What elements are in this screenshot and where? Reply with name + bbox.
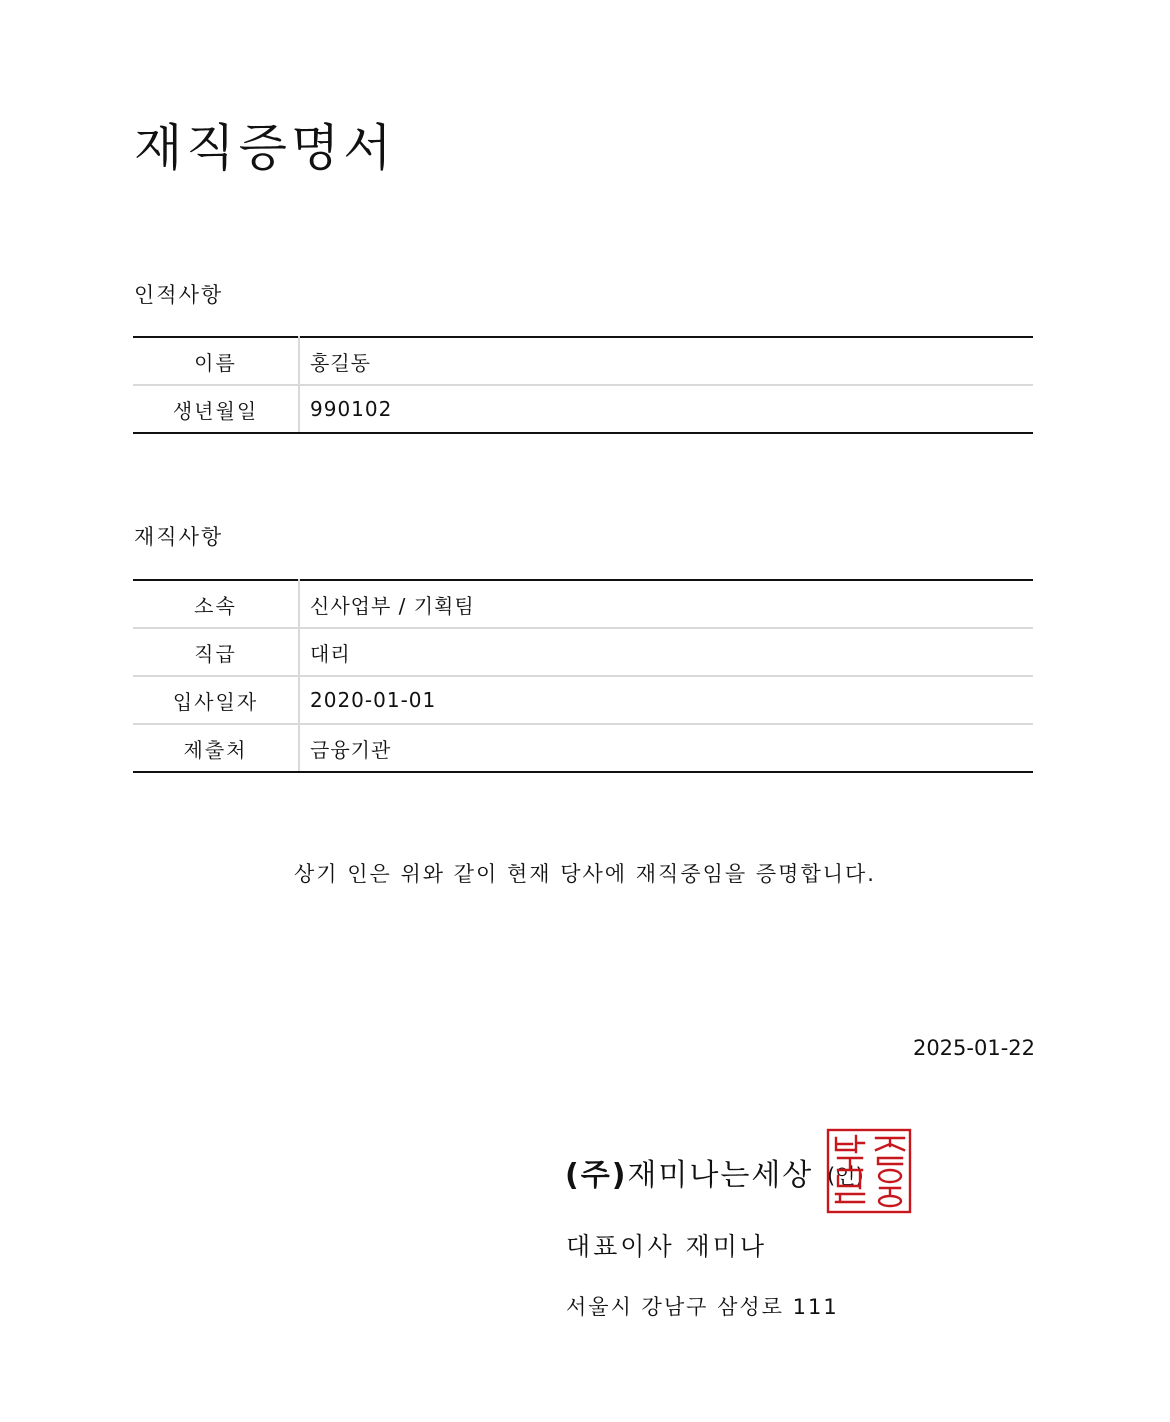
issue-date: 2025-01-22 bbox=[912, 1036, 1035, 1060]
table-row bbox=[133, 337, 1033, 385]
seal-mark-label: (인) bbox=[827, 1164, 864, 1188]
row-key: 제출처 bbox=[133, 724, 299, 772]
company-address: 서울시 강남구 삼성로 111 bbox=[566, 1295, 839, 1319]
row-value: 신사업부 / 기획팀 bbox=[299, 580, 1033, 628]
row-value: 홍길동 bbox=[299, 337, 1033, 385]
personal-info-table bbox=[133, 336, 1033, 434]
row-value: 금융기관 bbox=[299, 724, 1033, 772]
row-key: 입사일자 bbox=[133, 676, 299, 724]
table-row bbox=[133, 628, 1033, 676]
row-key: 이름 bbox=[133, 337, 299, 385]
section-label-personal: 인적사항 bbox=[134, 283, 224, 307]
company-name-text: 재미나는세상 bbox=[627, 1158, 814, 1193]
ceo-name: 대표이사 재미나 bbox=[566, 1232, 767, 1261]
row-value: 2020-01-01 bbox=[299, 676, 1033, 724]
table-row bbox=[133, 385, 1033, 433]
certification-statement: 상기 인은 위와 같이 현재 당사에 재직중임을 증명합니다. bbox=[294, 862, 876, 886]
company-name bbox=[565, 1150, 813, 1194]
table-row bbox=[133, 676, 1033, 724]
section-label-employment: 재직사항 bbox=[134, 525, 224, 549]
employment-info-table bbox=[133, 579, 1033, 773]
row-value: 990102 bbox=[299, 385, 1033, 433]
row-key: 생년월일 bbox=[133, 385, 299, 433]
document-title: 재직증명서 bbox=[134, 119, 396, 177]
row-key: 소속 bbox=[133, 580, 299, 628]
row-key: 직급 bbox=[133, 628, 299, 676]
table-row bbox=[133, 724, 1033, 772]
company-prefix: (주) bbox=[565, 1158, 628, 1193]
company-seal-icon bbox=[826, 1128, 912, 1214]
table-row bbox=[133, 580, 1033, 628]
row-value: 대리 bbox=[299, 628, 1033, 676]
